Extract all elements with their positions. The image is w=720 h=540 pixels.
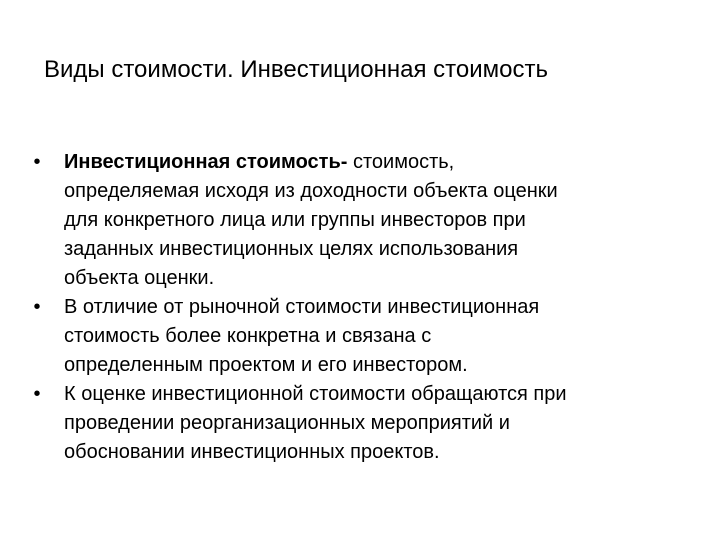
slide-title: Виды стоимости. Инвестиционная стоимость — [44, 56, 548, 83]
bullet-marker: • — [33, 383, 41, 405]
bullet-lead-term: Инвестиционная стоимость- — [64, 151, 348, 173]
bullet-line: объекта оценки. — [64, 267, 215, 289]
bullet-line: стоимость более конкретна и связана с — [64, 325, 432, 347]
bullet-line: В отличие от рыночной стоимости инвестиционная — [64, 296, 540, 318]
bullet-list — [30, 148, 700, 467]
bullet-item-investment-value-definition — [30, 148, 700, 293]
bullet-marker: • — [33, 151, 41, 173]
bullet-item-application — [30, 380, 700, 467]
bullet-line: определяемая исходя из доходности объекта оценки — [64, 180, 558, 202]
bullet-text: стоимость, — [347, 151, 455, 173]
bullet-line: для конкретного лица или группы инвесторов при — [64, 209, 526, 231]
bullet-line: проведении реорганизационных мероприятий и — [64, 412, 510, 434]
bullet-item-market-difference — [30, 293, 700, 380]
bullet-marker: • — [33, 296, 41, 318]
bullet-line: заданных инвестиционных целях использования — [64, 238, 519, 260]
bullet-line: обосновании инвестиционных проектов. — [64, 441, 440, 463]
bullet-line: К оценке инвестиционной стоимости обращаются при — [64, 383, 567, 405]
bullet-line — [64, 148, 700, 177]
bullet-line: определенным проектом и его инвестором. — [64, 354, 468, 376]
